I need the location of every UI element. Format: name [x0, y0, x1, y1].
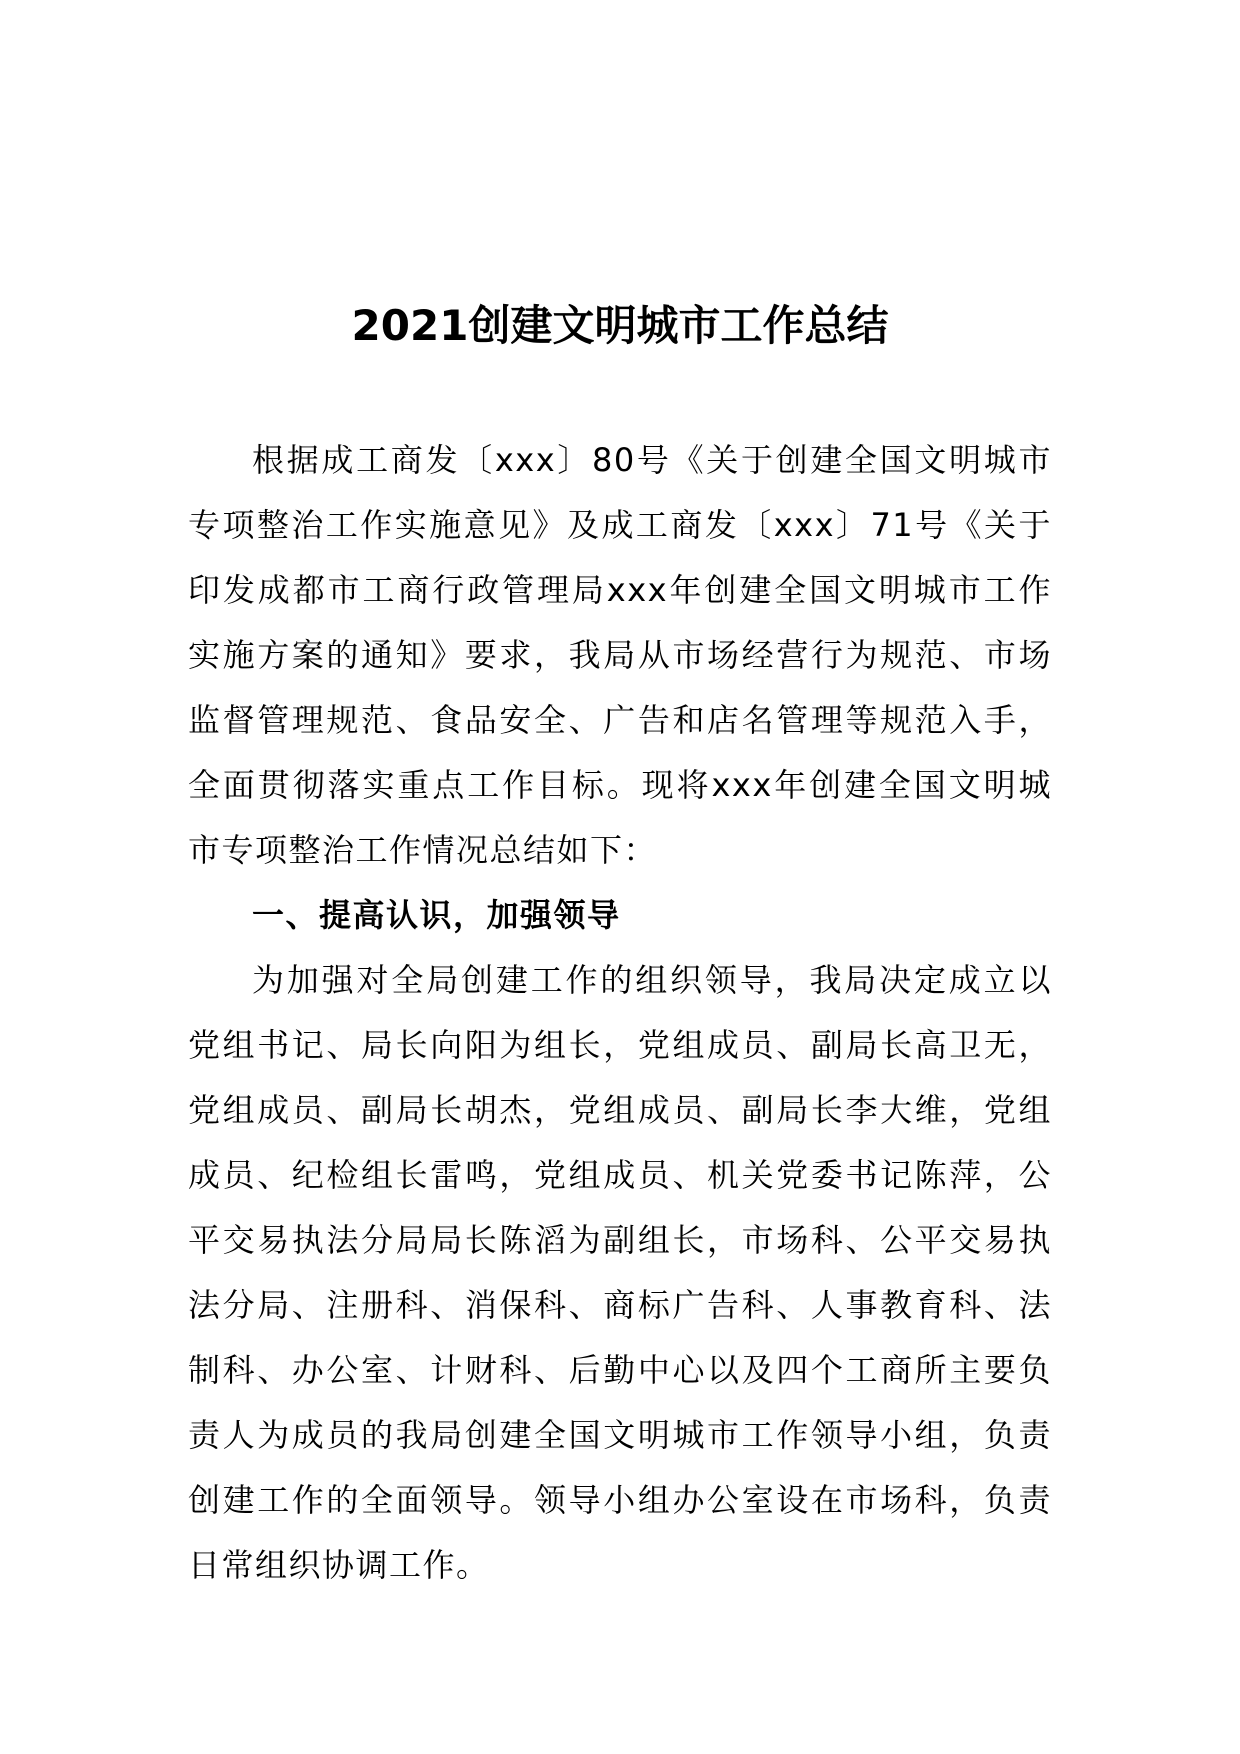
section-paragraph: 为加强对全局创建工作的组织领导，我局决定成立以党组书记、局长向阳为组长，党组成员、副局长高卫无，党组成员、副局长胡杰，党组成员、副局长李大维，党组成员、纪检组长雷鸣，党组成员、机关党委书记陈萍，公平交易执法分局局长陈滔为副组长，市场科、公平交易执法分局、注册科、消保科、商标广告科、人事教育科、法制科、办公室、计财科、后勤中心以及四个工商所主要负责人为成员的我局创建全国文明城市工作领导小组，负责创建工作的全面领导。领导小组办公室设在市场科，负责日常组织协调工作。 — [188, 961, 1052, 1584]
document-body — [188, 428, 1052, 1598]
intro-paragraph: 根据成工商发〔xxx〕80号《关于创建全国文明城市专项整治工作实施意见》及成工商发〔xxx〕71号《关于印发成都市工商行政管理局xxx年创建全国文明城市工作实施方案的通知》要求，我局从市场经营行为规范、市场监督管理规范、食品安全、广告和店名管理等规范入手，全面贯彻落实重点工作目标。现将xxx年创建全国文明城市专项整治工作情况总结如下： — [188, 441, 1052, 869]
document-title: 2021创建文明城市工作总结 — [351, 301, 889, 350]
section-heading: 一、提高认识，加强领导 — [252, 896, 621, 934]
